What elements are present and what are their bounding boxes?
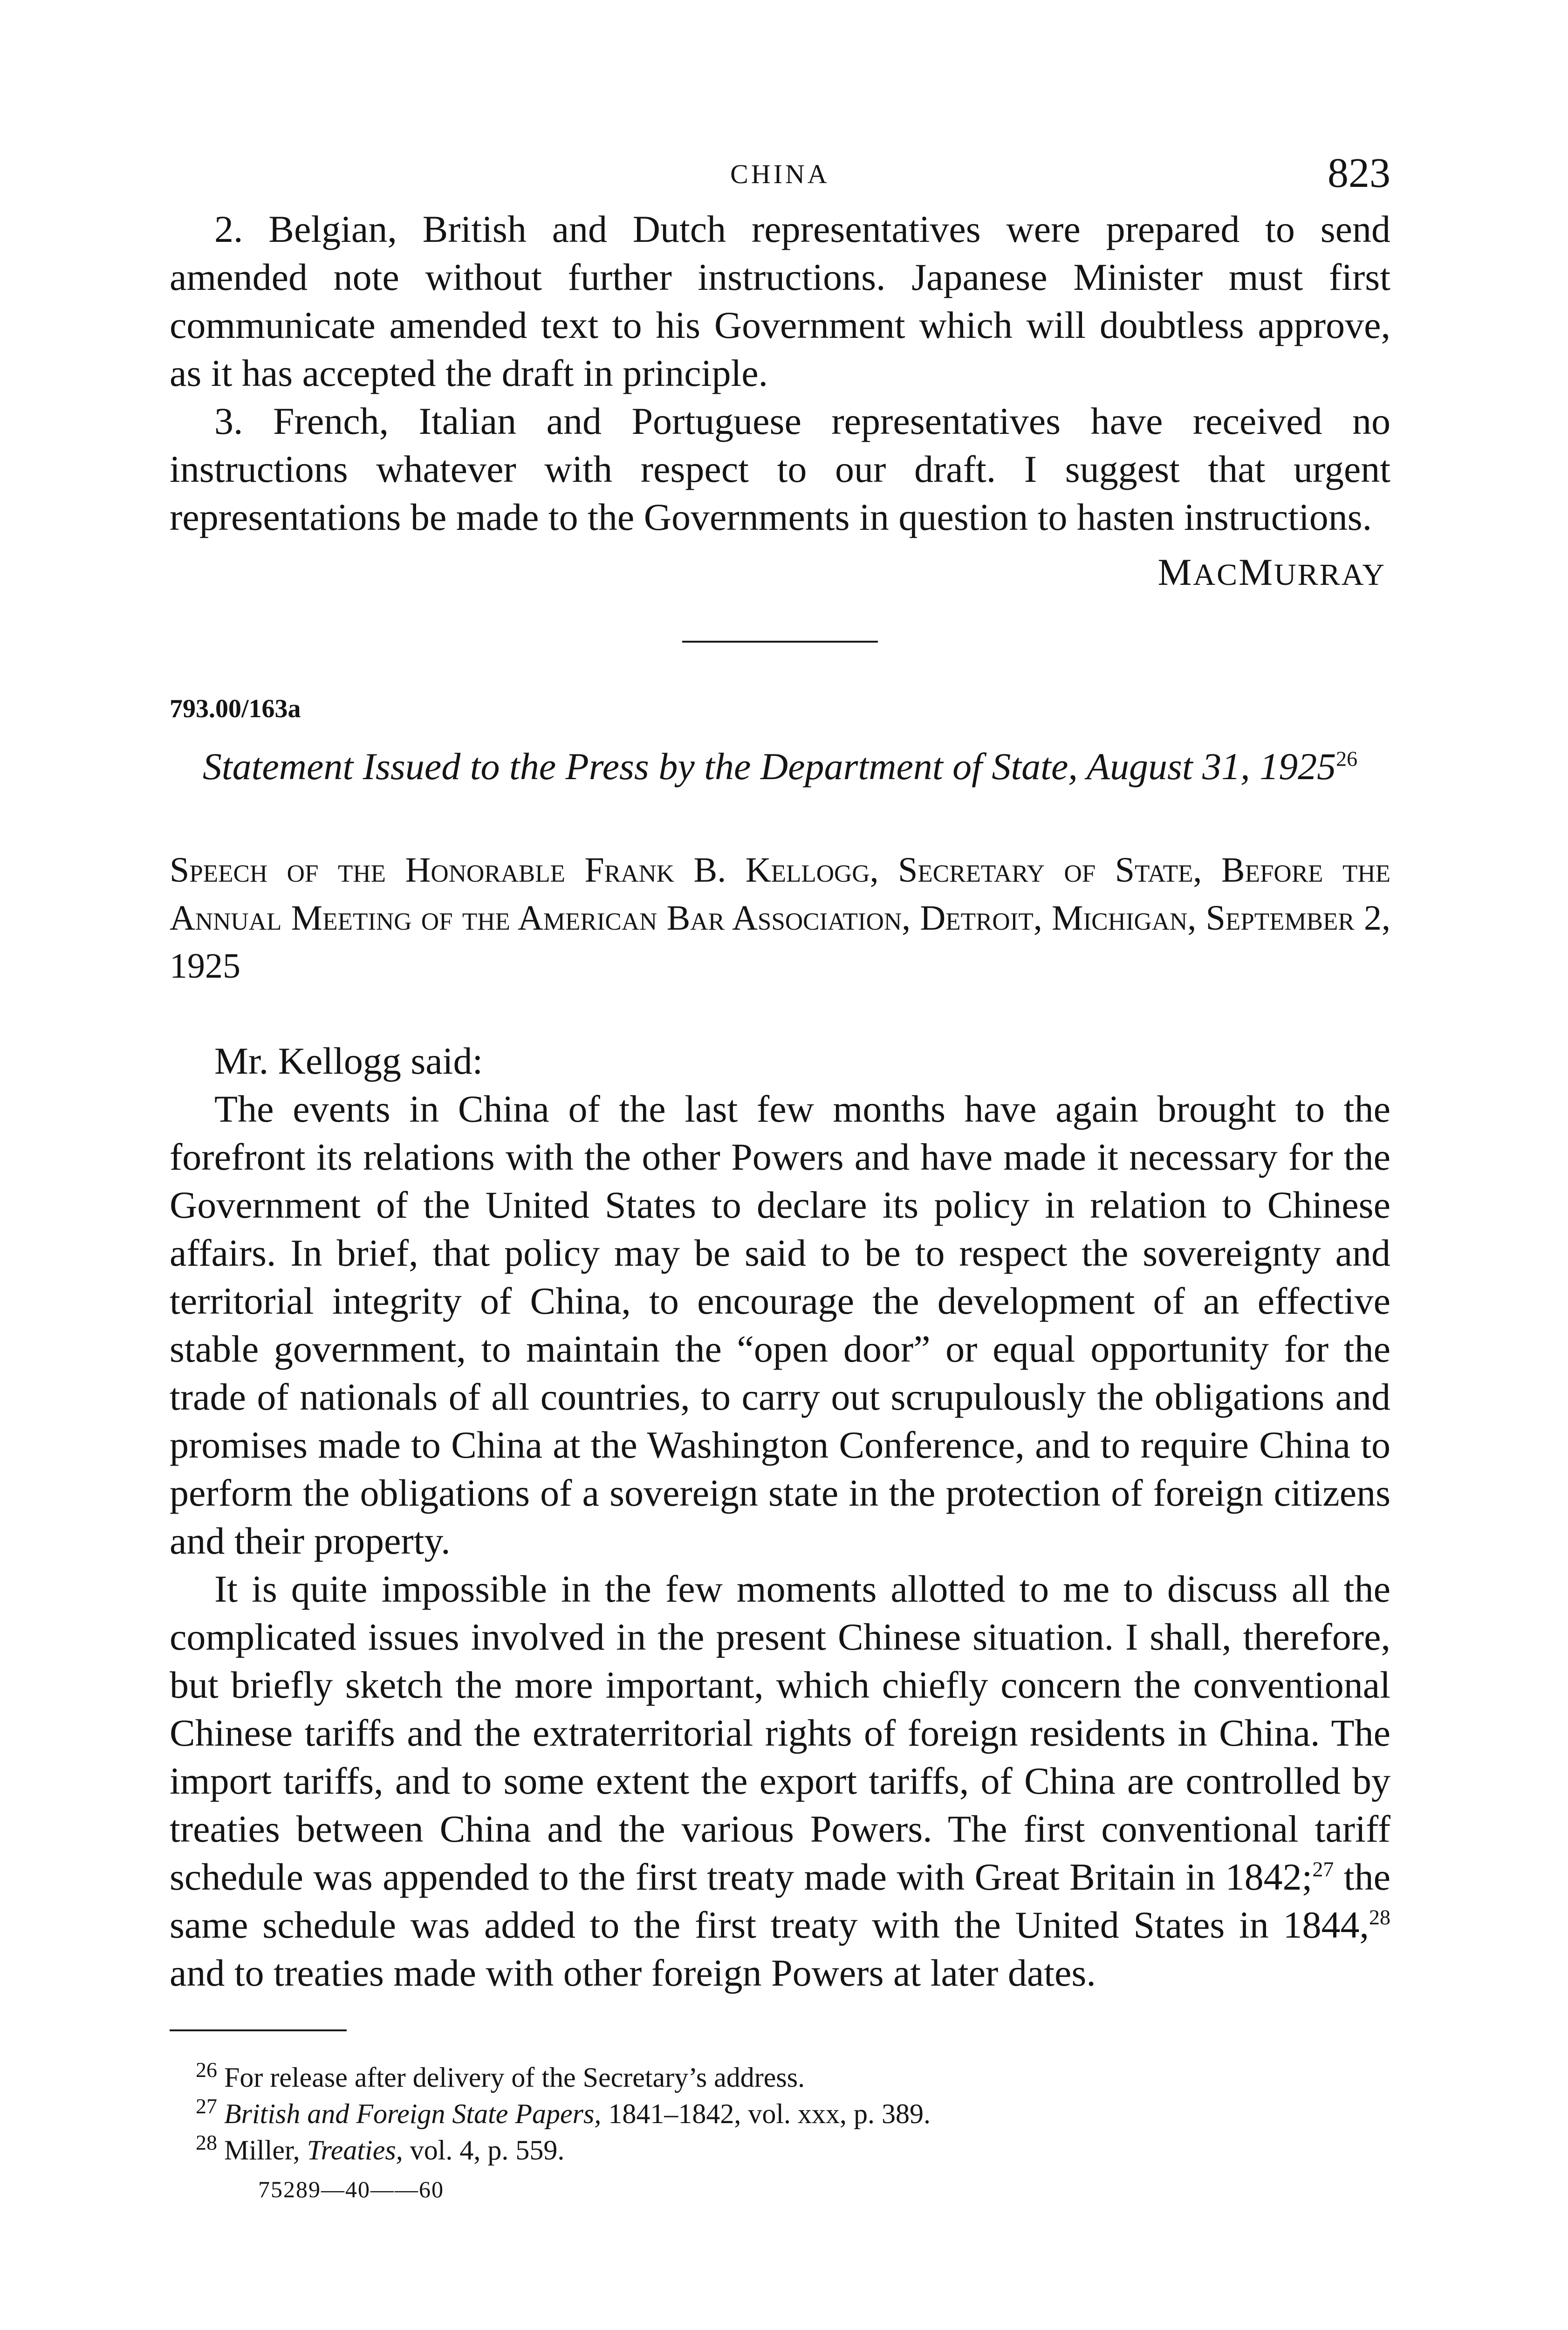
footnote-28-title: Treaties,	[307, 2135, 403, 2166]
signature-initial-2: M	[1239, 551, 1274, 593]
signature-rest: URRAY	[1274, 558, 1386, 592]
signature-part: AC	[1193, 558, 1239, 592]
speech-paragraph-2-part-2: the same schedule was added to the first treaty with the United States in 1844,	[170, 1856, 1390, 1946]
footnote-26	[170, 2059, 1390, 2096]
footnote-27-number: 27	[196, 2094, 217, 2118]
signature-initial: M	[1157, 551, 1193, 593]
telegram-paragraph-2: 2. Belgian, British and Dutch representatives were prepared to send amended note without further instructions. Japanese Minister must first communicate amended text to his Government which will doubtless approve, as it has accepted the draft in principle.	[170, 208, 1390, 394]
running-title: CHINA	[730, 159, 830, 189]
footnote-28-author: Miller,	[224, 2135, 307, 2166]
speech-title: Speech of the Honorable Frank B. Kellogg, Secretary of State, Before the Annual Meeting of the American Bar Association, Detroit, Michigan, September 2, 1925	[170, 850, 1390, 986]
footnote-27-title: British and Foreign State Papers,	[224, 2098, 602, 2129]
footnote-28	[170, 2132, 1390, 2168]
speech-paragraph-1: The events in China of the last few months have again brought to the forefront its relations with the other Powers and have made it necessary for the Government of the United States to declare its policy in relation to Chinese affairs. In brief, that policy may be said to be to respect the sovereignty and territorial integrity of China, to encourage the development of an effective stable government, to maintain the “open door” or equal opportunity for the trade of nationals of all countries, to carry out scrupulously the obligations and promises made to China at the Washington Conference, and to require China to perform the obligations of a sovereign state in the protection of foreign citizens and their property.	[170, 1088, 1390, 1562]
footnote-divider	[170, 2029, 347, 2031]
document-heading-text: Statement Issued to the Press by the Department of State, August 31, 1925	[202, 745, 1336, 788]
speech-paragraph-2	[170, 1565, 1390, 1997]
footnote-ref-26: 26	[1336, 747, 1358, 771]
footnote-27-text: 1841–1842, vol. xxx, p. 389.	[601, 2098, 931, 2129]
speaker-line: Mr. Kellogg said:	[214, 1040, 483, 1082]
footnote-28-text: vol. 4, p. 559.	[403, 2135, 565, 2166]
footnote-27	[170, 2096, 1390, 2132]
footnote-28-number: 28	[196, 2131, 217, 2154]
footnote-26-text: For release after delivery of the Secretary’s address.	[224, 2062, 805, 2093]
print-code: 75289—40——60	[258, 2176, 444, 2202]
footnote-26-number: 26	[196, 2058, 217, 2082]
footnote-ref-28: 28	[1369, 1905, 1390, 1929]
document-page	[170, 140, 1390, 2203]
document-heading	[170, 742, 1390, 790]
footnote-ref-27: 27	[1312, 1857, 1334, 1881]
signature	[170, 550, 1390, 594]
running-head	[170, 140, 1390, 205]
page-number: 823	[1328, 150, 1390, 196]
speech-paragraph-2-part-1: It is quite impossible in the few moments allotted to me to discuss all the complicated issues involved in the present Chinese situation. I shall, therefore, but briefly sketch the more important, which chiefly concern the conventional Chinese tariffs and the extraterritorial rights of foreign residents in China. The import tariffs, and to some extent the export tariffs, of China are controlled by treaties between China and the various Powers. The first conventional tariff schedule was appended to the first treaty made with Great Britain in 1842;	[170, 1568, 1390, 1898]
telegram-paragraph-3: 3. French, Italian and Portuguese representatives have received no instructions whatever with respect to our draft. I suggest that urgent representations be made to the Governments in question to hasten instructions.	[170, 400, 1390, 538]
file-number: 793.00/163a	[170, 694, 301, 723]
section-divider	[682, 641, 878, 643]
speech-paragraph-2-part-3: and to treaties made with other foreign Powers at later dates.	[170, 1952, 1096, 1994]
